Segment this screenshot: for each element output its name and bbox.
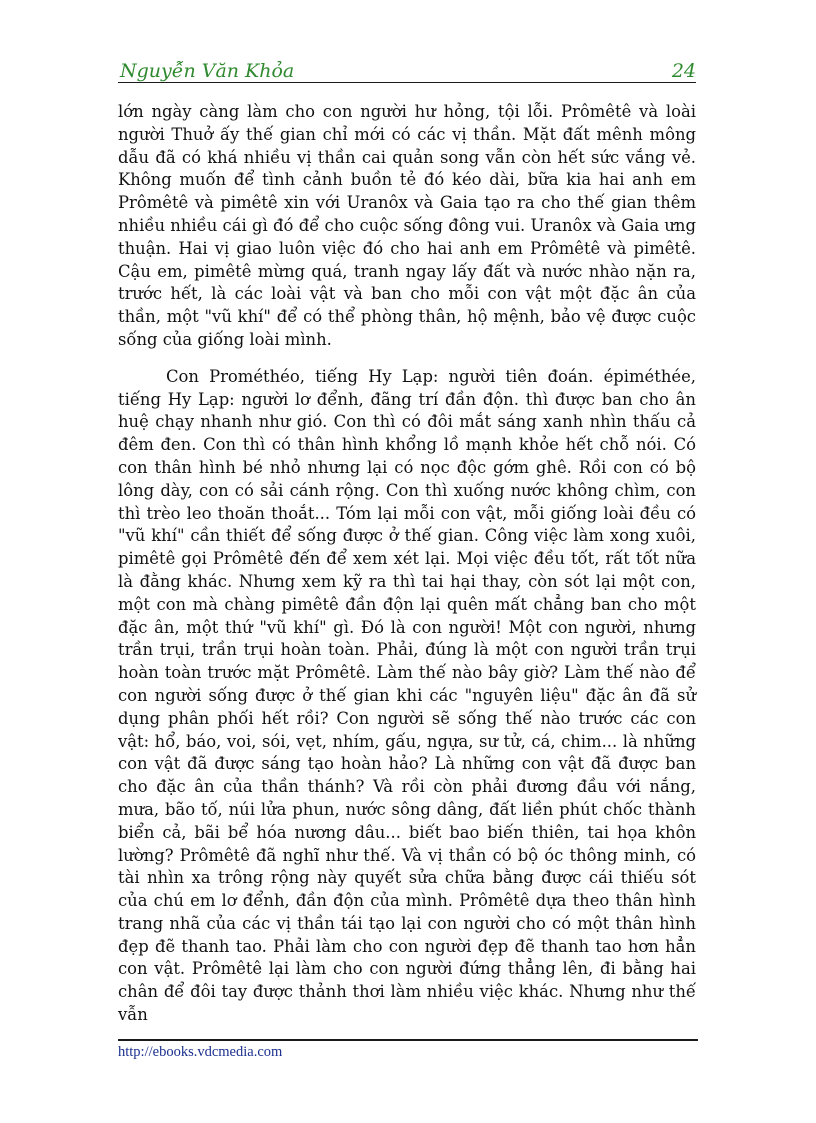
page-number: 24: [671, 60, 696, 82]
paragraph-2: Con Prométhéo, tiếng Hy Lạp: người tiên đoán. épiméthée, tiếng Hy Lạp: người lơ đểnh, đãng trí đần độn. thì được ban cho ân huệ chạy nhanh như gió. Con thì có đôi mắt sáng xanh nhìn thấu cả đêm đen. Con thì có thân hình khổng lồ mạnh khỏe hết chỗ nói. Có con thân hình bé nhỏ nhưng lại có nọc độc gớm ghê. Rồi con có bộ lông dày, con có sải cánh rộng. Con thì xuống nước không chìm, con thì trèo leo thoăn thoắt... Tóm lại mỗi con vật, mỗi giống loài đều có "vũ khí" cần thiết để sống được ở thế gian. Công việc làm xong xuôi, pimêtê gọi Prômêtê đến để xem xét lại. Mọi việc đều tốt, rất tốt nữa là đằng khác. Nhưng xem kỹ ra thì tai hại thay, còn sót lại một con, một con mà chàng pimêtê đần độn lại quên mất chẳng ban cho một đặc ân, một thứ "vũ khí" gì. Đó là con người! Một con người, nhưng trần trụi, trần trụi hoàn toàn. Phải, đúng là một con người trần trụi hoàn toàn trước mặt Prômêtê. Làm thế nào bây giờ? Làm thế nào để con người sống được ở thế gian khi các "nguyên liệu" đặc ân đã sử dụng phân phối hết rồi? Con người sẽ sống thế nào trước các con vật: hổ, báo, voi, sói, vẹt, nhím, gấu, ngựa, sư tử, cá, chim... là những con vật đã được sáng tạo hoàn hảo? Là những con vật đã được ban cho đặc ân của thần thánh? Và rồi còn phải đương đầu với nắng, mưa, bão tố, núi lửa phun, nước sông dâng, đất liền phút chốc thành biển cả, bãi bể hóa nương dâu... biết bao biến thiên, tai họa khôn lường? Prômêtê đã nghĩ như thế. Và vị thần có bộ óc thông minh, có tài nhìn xa trông rộng này quyết sửa chữa bằng được cái thiếu sót của chú em lơ đểnh, đần độn của mình. Prômêtê dựa theo thân hình trang nhã của các vị thần tái tạo lại con người cho có một thân hình đẹp đẽ thanh tao. Phải làm cho con người đẹp đẽ thanh tao hơn hẳn con vật. Prômêtê lại làm cho con người đứng thẳng lên, đi bằng hai chân để đôi tay được thảnh thơi làm nhiều việc khác. Nhưng như thế vẫn: [118, 366, 696, 1025]
footer-divider: [118, 1039, 698, 1041]
header-author: Nguyễn Văn Khỏa: [120, 60, 295, 82]
body-text: [118, 101, 696, 1027]
paragraph-1: lớn ngày càng làm cho con người hư hỏng, tội lỗi. Prômêtê và loài người Thuở ấy thế gian chỉ mới có các vị thần. Mặt đất mênh mông dẫu đã có khá nhiều vị thần cai quản song vẫn còn hết sức vắng vẻ. Không muốn để tình cảnh buồn tẻ đó kéo dài, bữa kia hai anh em Prômêtê và pimêtê xin với Uranôx và Gaia tạo ra cho thế gian thêm nhiều nhiều cái gì đó để cho cuộc sống đông vui. Uranôx và Gaia ưng thuận. Hai vị giao luôn việc đó cho hai anh em Prômêtê và pimêtê. Cậu em, pimêtê mừng quá, tranh ngay lấy đất và nước nhào nặn ra, trước hết, là các loài vật và ban cho mỗi con vật một đặc ân của thần, một "vũ khí" để có thể phòng thân, hộ mệnh, bảo vệ được cuộc sống của giống loài mình.: [118, 102, 696, 349]
running-header: [118, 60, 696, 83]
footer-url-link[interactable]: http://ebooks.vdcmedia.com: [118, 1044, 283, 1060]
